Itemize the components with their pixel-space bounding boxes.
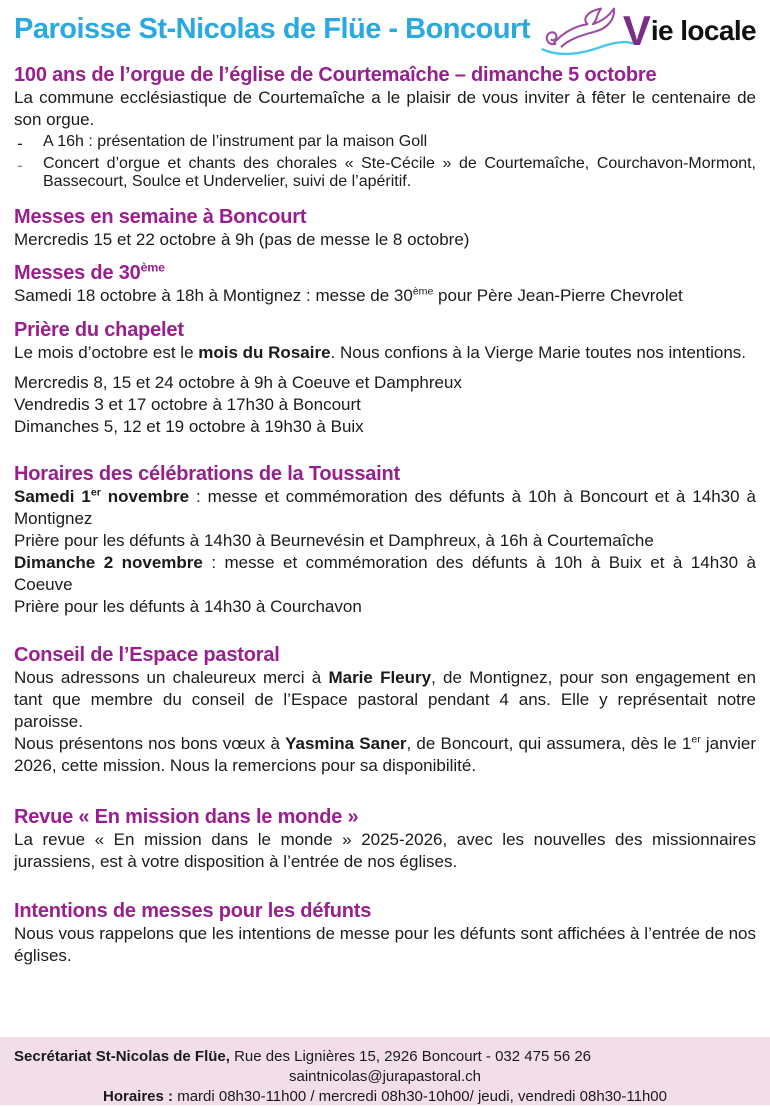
section-revue bbox=[14, 805, 756, 873]
bold-text: Yasmina Saner bbox=[285, 734, 407, 753]
toussaint-saturday-paragraph bbox=[14, 486, 756, 530]
text-segment: . Nous confions à la Vierge Marie toutes nos intentions. bbox=[330, 343, 747, 362]
toussaint-sunday-prayer: Prière pour les défunts à 14h30 à Courchavon bbox=[14, 597, 362, 616]
logo-letter-v: V bbox=[622, 7, 651, 54]
text-segment: pour Père Jean-Pierre Chevrolet bbox=[433, 286, 683, 305]
text-segment: , de Boncourt, qui assumera, dès le 1 bbox=[406, 734, 692, 753]
footer-email: saintnicolas@jurapastoral.ch bbox=[289, 1068, 481, 1085]
text-segment: : messe et commémoration des défunts à 10h à Buix et à 14h30 à Coeuve bbox=[14, 553, 756, 594]
intentions-paragraph: Nous vous rappelons que les intentions de messe pour les défunts sont affichées à l’entrée de nos églises. bbox=[14, 924, 756, 965]
orgue-bullet-list bbox=[14, 133, 756, 191]
orgue-intro-paragraph: La commune ecclésiastique de Courtemaîche a le plaisir de vous inviter à fêter le centenaire de son orgue. bbox=[14, 88, 756, 129]
section-heading-conseil: Conseil de l’Espace pastoral bbox=[14, 644, 280, 666]
heading-superscript: ème bbox=[140, 260, 165, 275]
text-segment: : messe et commémoration des défunts à 10h à Boncourt et à 14h30 à Montignez bbox=[14, 487, 756, 528]
bold-text: Marie Fleury bbox=[328, 668, 432, 687]
section-chapelet bbox=[14, 318, 756, 438]
toussaint-sunday-paragraph bbox=[14, 552, 756, 596]
section-toussaint bbox=[14, 462, 756, 618]
toussaint-saturday-prayer: Prière pour les défunts à 14h30 à Beurnevésin et Damphreux, à 16h à Courtemaîche bbox=[14, 531, 654, 550]
section-heading-toussaint: Horaires des célébrations de la Toussaint bbox=[14, 463, 401, 485]
heading-text: Messes de 30 bbox=[14, 262, 141, 284]
text-segment: janvier 2026, cette mission. Nous la remercions pour sa disponibilité. bbox=[14, 734, 756, 775]
bullet-text: A 16h : présentation de l’instrument par la maison Goll bbox=[43, 133, 428, 150]
bullet-text: Concert d’orgue et chants des chorales « Ste-Cécile » de Courtemaîche, Courchavon-Mormont, Bassecourt, Soulce et Undervelier, suivi de l’apéritif. bbox=[43, 155, 756, 190]
revue-paragraph: La revue « En mission dans le monde » 2025-2026, avec les nouvelles des missionnaires jurassiens, est à votre disposition à l’entrée de nos églises. bbox=[14, 830, 756, 871]
text-segment: Nous présentons nos bons vœux à bbox=[14, 734, 286, 753]
text-segment: Le mois d’octobre est le bbox=[14, 343, 199, 362]
text-segment: , de Montignez, pour son engagement en tant que membre du conseil de l’Espace pastoral pendant 4 ans. Elle y représentait notre paroisse. bbox=[14, 668, 756, 731]
schedule-line: Mercredis 8, 15 et 24 octobre à 9h à Coeuve et Damphreux bbox=[14, 373, 462, 392]
section-heading-chapelet: Prière du chapelet bbox=[14, 319, 184, 341]
footer-address-text: Rue des Lignières 15, 2926 Boncourt - 032 475 56 26 bbox=[229, 1048, 592, 1065]
section-orgue bbox=[14, 63, 756, 191]
list-item bbox=[14, 133, 756, 155]
bold-text: mois du Rosaire bbox=[198, 343, 331, 362]
footer-hours-bold: Horaires : bbox=[103, 1088, 174, 1105]
footer-hours-text: mardi 08h30-11h00 / mercredi 08h30-10h00/ jeudi, vendredi 08h30-11h00 bbox=[173, 1088, 667, 1105]
schedule-line: Dimanches 5, 12 et 19 octobre à 19h30 à Buix bbox=[14, 417, 364, 436]
section-heading-orgue: 100 ans de l’orgue de l’église de Courtemaîche – dimanche 5 octobre bbox=[14, 64, 657, 86]
chapelet-schedule bbox=[14, 372, 756, 438]
footer-hours-line bbox=[14, 1087, 756, 1107]
section-heading-intentions: Intentions de messes pour les défunts bbox=[14, 900, 372, 922]
vie-locale-logo bbox=[533, 5, 756, 57]
bullet-dash: - bbox=[17, 134, 23, 153]
footer-address-line bbox=[14, 1047, 756, 1067]
bold-text bbox=[14, 487, 189, 506]
page-title: Paroisse St-Nicolas de Flüe - Boncourt bbox=[14, 13, 530, 45]
section-intentions bbox=[14, 899, 756, 967]
section-heading-messes-semaine: Messes en semaine à Boncourt bbox=[14, 206, 307, 228]
section-messes-semaine bbox=[14, 205, 756, 251]
conseil-voeux-paragraph bbox=[14, 733, 756, 777]
section-conseil bbox=[14, 643, 756, 777]
masthead bbox=[14, 7, 756, 54]
superscript: er bbox=[691, 733, 701, 746]
section-heading-revue: Revue « En mission dans le monde » bbox=[14, 806, 359, 828]
conseil-merci-paragraph bbox=[14, 667, 756, 733]
text-segment: Nous adressons un chaleureux merci à bbox=[14, 668, 329, 687]
text-segment: novembre bbox=[100, 487, 190, 506]
messes-30e-paragraph bbox=[14, 285, 756, 307]
superscript: ème bbox=[412, 285, 434, 298]
footer-secretariat-bold: Secrétariat St-Nicolas de Flüe, bbox=[14, 1048, 230, 1065]
dove-icon bbox=[533, 5, 635, 57]
text-segment: Samedi 18 octobre à 18h à Montignez : messe de 30 bbox=[14, 286, 413, 305]
messes-semaine-paragraph: Mercredis 15 et 22 octobre à 9h (pas de messe le 8 octobre) bbox=[14, 230, 470, 249]
bold-text: Dimanche 2 novembre bbox=[14, 553, 203, 572]
bullet-dash-pink: - bbox=[17, 156, 23, 175]
list-item bbox=[14, 155, 756, 191]
logo-text: ie locale bbox=[650, 15, 756, 46]
section-heading-messes-30e bbox=[14, 261, 756, 285]
chapelet-intro-paragraph bbox=[14, 342, 756, 364]
section-messes-30e bbox=[14, 261, 756, 307]
superscript: er bbox=[90, 486, 101, 499]
schedule-line: Vendredis 3 et 17 octobre à 17h30 à Boncourt bbox=[14, 395, 361, 414]
footer-contact-band bbox=[0, 1037, 770, 1105]
text-segment: Samedi 1 bbox=[14, 487, 91, 506]
